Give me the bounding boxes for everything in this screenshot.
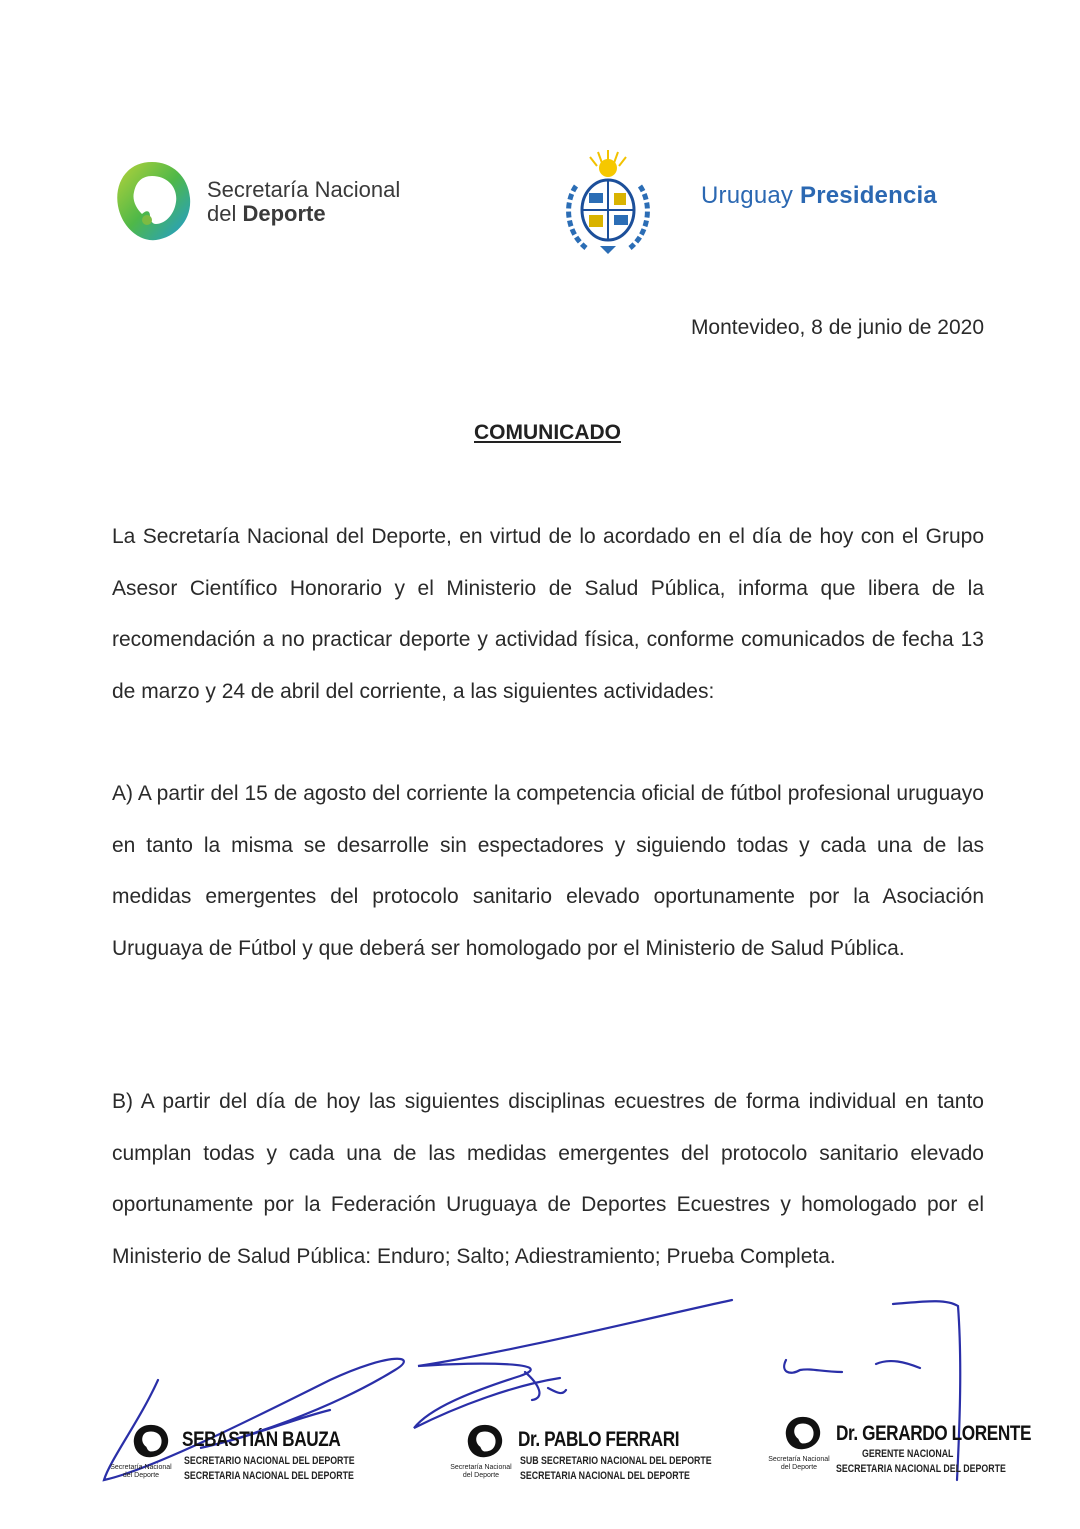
paragraph-a: A) A partir del 15 de agosto del corriente la competencia oficial de fútbol profesional uruguayo en tanto la misma se desarrolle sin espectadores y siguiendo todas y cada una de las medidas emergentes del protocolo sanitario elevado oportunamente por la Asociación Uruguaya de Fútbol y que deberá ser homologado por el Ministerio de Salud Pública. xyxy=(112,782,984,960)
paragraph-intro: La Secretaría Nacional del Deporte, en virtud de lo acordado en el día de hoy con el Grupo Asesor Científico Honorario y el Ministerio de Salud Pública, informa que libera de la recomendación a no practicar deporte y actividad física, conforme comunicados de fecha 13 de marzo y 24 de abril del corriente, a las siguientes actividades: xyxy=(112,525,984,703)
snd-line1: Secretaría Nacional xyxy=(207,177,401,202)
snd-line2: del Deporte xyxy=(207,201,326,226)
signature-block-lorente xyxy=(764,1414,1032,1484)
document-date: Montevideo, 8 de junio de 2020 xyxy=(690,316,984,339)
snd-logo-icon xyxy=(112,158,194,244)
snd-seal-icon xyxy=(464,1422,506,1460)
signatory-role: GERENTE NACIONAL xyxy=(862,1448,954,1460)
snd-seal-icon xyxy=(782,1414,824,1452)
signatory-name: SEBASTIÁN BAUZA xyxy=(182,1428,341,1451)
snd-seal-icon xyxy=(130,1422,172,1460)
signatory-name: Dr. GERARDO LORENTE xyxy=(836,1422,1032,1445)
signatory-role: SECRETARIO NACIONAL DEL DEPORTE xyxy=(184,1455,355,1467)
signatory-name: Dr. PABLO FERRARI xyxy=(518,1428,680,1451)
seal-caption: Secretaría Nacional del Deporte xyxy=(110,1464,172,1479)
signatory-office: SECRETARIA NACIONAL DEL DEPORTE xyxy=(836,1463,1006,1475)
seal-caption: Secretaría Nacional del Deporte xyxy=(768,1456,830,1471)
seal-caption: Secretaría Nacional del Deporte xyxy=(450,1464,512,1479)
signatory-role: SUB SECRETARIO NACIONAL DEL DEPORTE xyxy=(520,1455,712,1467)
signature-ferrari xyxy=(414,1300,732,1428)
uruguay-presidencia-wordmark: Uruguay Presidencia xyxy=(701,182,937,209)
document-title: COMUNICADO xyxy=(474,421,621,444)
signature-block-ferrari xyxy=(446,1422,712,1492)
signature-block-bauza xyxy=(100,1420,360,1490)
paragraph-b: B) A partir del día de hoy las siguientes disciplinas ecuestres de forma individual en tanto cumplan todas y cada una de las medidas emergentes del protocolo sanitario elevado oportunamente por la Federación Uruguaya de Deportes Ecuestres y homologado por el Ministerio de Salud Pública: Enduro; Salto; Adiestramiento; Prueba Completa. xyxy=(112,1090,984,1268)
signatory-office: SECRETARIA NACIONAL DEL DEPORTE xyxy=(184,1470,354,1482)
snd-wordmark xyxy=(207,178,400,226)
uruguay-coat-of-arms-icon xyxy=(560,148,656,256)
handwritten-signatures xyxy=(0,1290,1080,1529)
signatory-office: SECRETARIA NACIONAL DEL DEPORTE xyxy=(520,1470,690,1482)
